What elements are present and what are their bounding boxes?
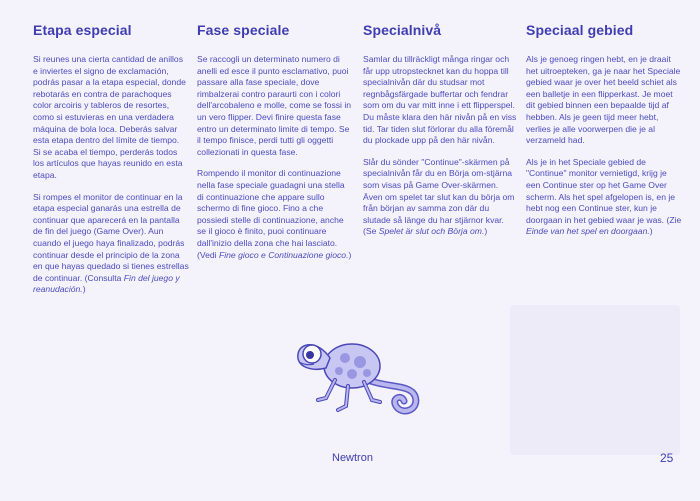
paragraph: Als je genoeg ringen hebt, en je draait het uitroepteken, ga je naar het Speciale gebied waar je over het beeld schiet als een balletje in een flipperkast. Je moet dit gebied binnen een bepaalde tijd af hebben. Als je geen tijd meer hebt, verlies je alle voorwerpen die je al verzameld had. [526, 54, 681, 146]
section-title: Specialnivå [363, 22, 442, 38]
paragraph: Rompendo il monitor di continuazione nella fase speciale guadagni una stella di continuazione che appare sullo schermo di fine gioco. Fino a che possiedi stelle di continuazione, anche se il gioco è finito, puoi continuare dall'inizio della zona che hai lasciato. (Vedi Fine gioco e Continuazione gioco.) [197, 168, 352, 260]
paragraph: Si reunes una cierta cantidad de anillos e inviertes el signo de exclamación, podrás pasar a la etapa especial, donde rebotarás en contra de parachoques color arcoiris y tableros de resortes, como si estuvieras en una verdadera máquina de bola loca. Deberás salvar esta etapa dentro del límite de tiempo. Si se acaba el tiempo, perderás todos los artículos que hayas reunido en esta etapa. [33, 54, 186, 180]
paragraph: Samlar du tillräckligt många ringar och får upp utropstecknet kan du hoppa till specialnivån där du studsar mot regnbågsfärgade buffertar och fendrar som om du var mitt inne i ett flipperspel. Du måste klara den här nivån på en viss tid. Tar tiden slut förlorar du alla föremål du plockade upp på den här nivån. [363, 54, 517, 146]
background-shade [510, 305, 680, 455]
section-italian [197, 22, 353, 271]
paragraph: Slår du sönder "Continue"-skärmen på specialnivån får du en Börja om-stjärna som visas på Game Over-skärmen. Även om spelet tar slut kan du börja om från början av samma zon där du slutade så länge du har stjärnor kvar. (Se Spelet är slut och Börja om.) [363, 156, 515, 237]
section-swedish [363, 22, 519, 248]
section-title: Etapa especial [33, 22, 132, 38]
section-spanish [33, 22, 189, 306]
page-number: 25 [660, 451, 674, 465]
paragraph: Si rompes el monitor de continuar en la etapa especial ganarás una estrella de continuar que aparecerá en la pantalla de fin del juego (Game Over). Aun cuando el juego haya finalizado, podrás continuar desde el principio de la zona en que hayas quedado si tienes estrellas de continuar. (Consulta Fin del juego y reanudación.) [33, 191, 189, 295]
section-title: Speciaal gebied [526, 22, 634, 38]
section-title: Fase speciale [197, 22, 290, 38]
paragraph: Se raccogli un determinato numero di anelli ed esce il punto esclamativo, puoi passare alla fase speciale, dove rimbalzerai contro paraurti con i colori dell'arcobaleno e molle, come se fossi in un vero flipper. Devi finire questa fase entro un determinato limite di tempo. Se il tempo finisce, perdi tutti gli oggetti collezionati in questa fase. [197, 54, 352, 157]
paragraph: Als je in het Speciale gebied de "Continue" monitor vernietigd, krijg je een Continue ster op het Game Over scherm. Als het spel afgelopen is, en je hebt nog een Continue ster, kun je doorgaan in het gebied waar je was. (Zie Einde van het spel en doorgaan.) [526, 156, 682, 237]
newtron-chameleon-illustration [290, 318, 425, 428]
section-dutch [526, 22, 682, 248]
character-caption: Newtron [332, 452, 373, 464]
